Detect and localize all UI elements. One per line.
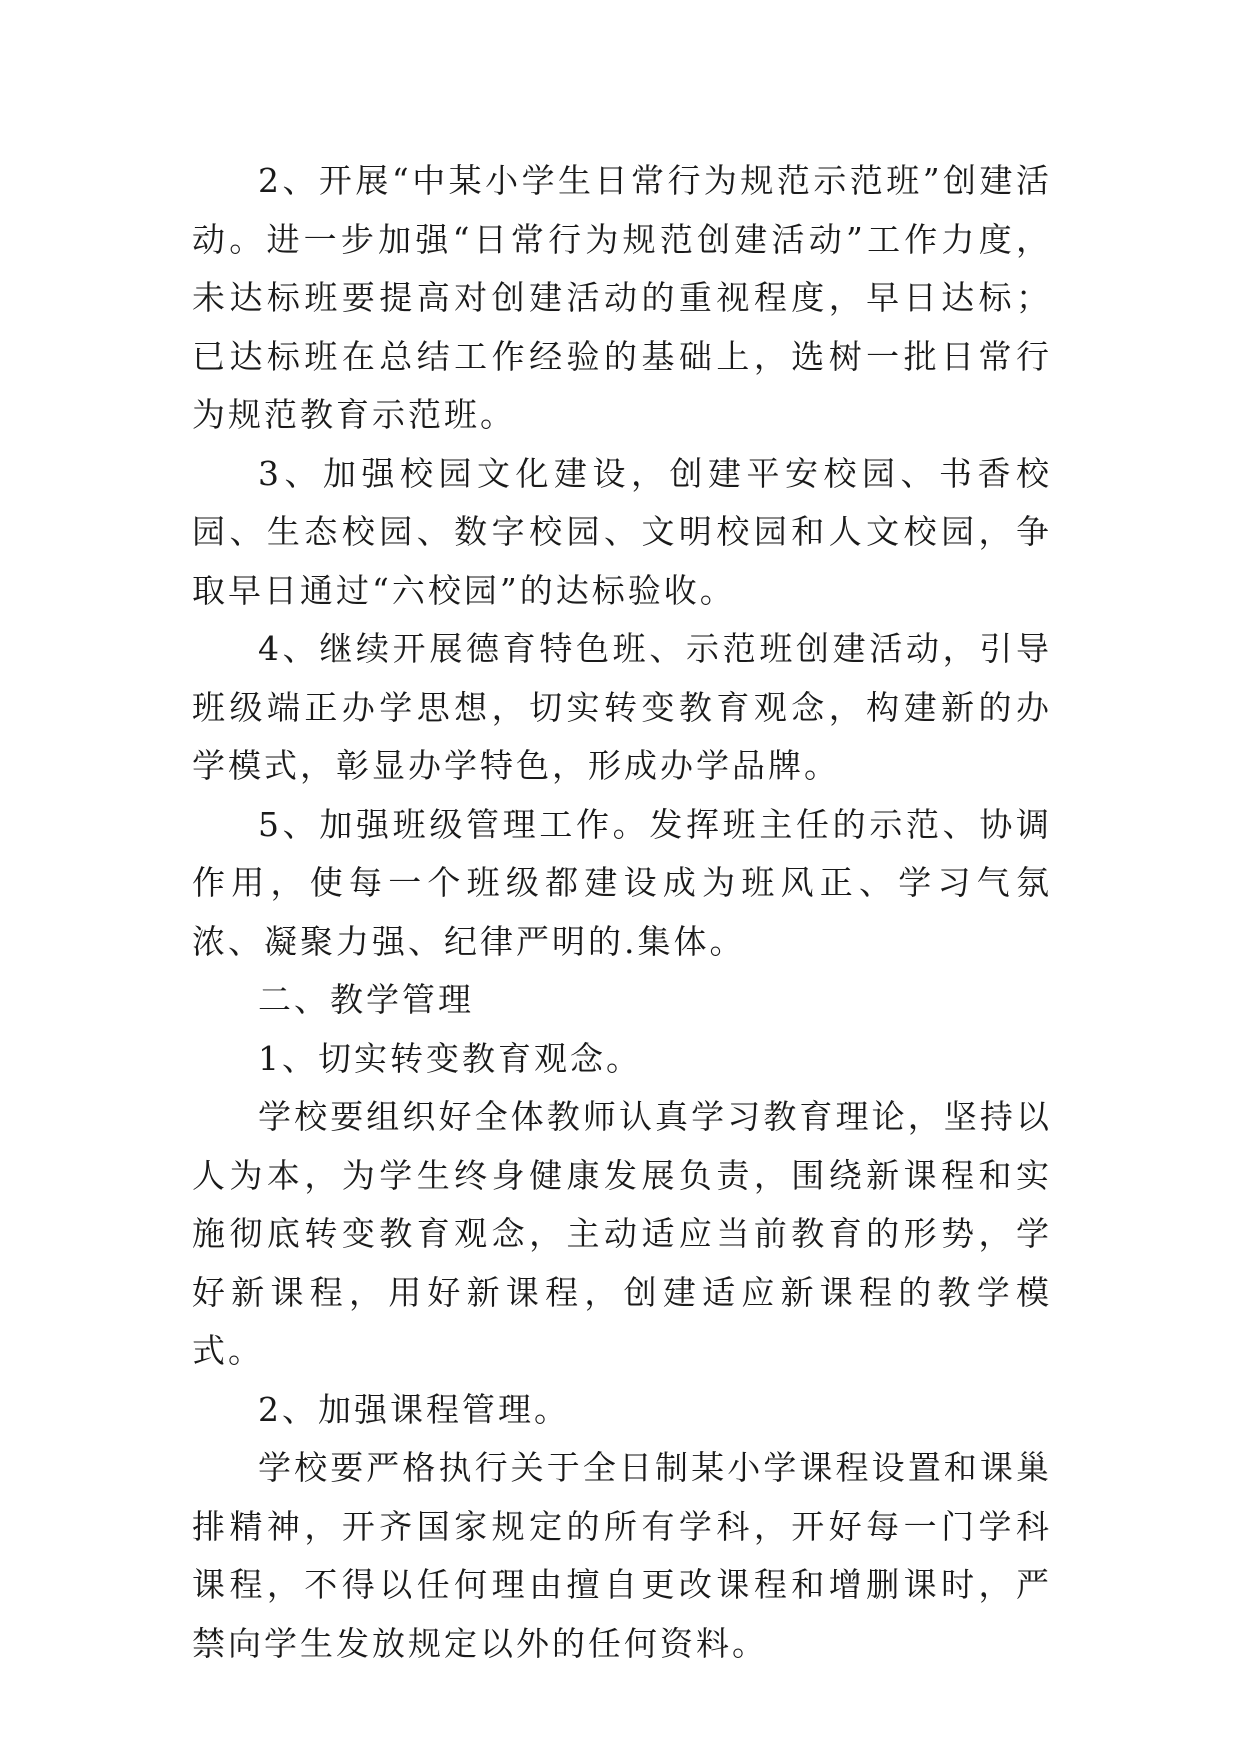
- paragraph-change-concepts: 学校要组织好全体教师认真学习教育理论，坚持以人为本，为学生终身健康发展负责，围绕新课程和实施彻底转变教育观念，主动适应当前教育的形势，学好新课程，用好新课程，创建适应新课程的教学模式。: [192, 1097, 1052, 1370]
- subheading-change-concepts: 1、切实转变教育观念。: [258, 1038, 642, 1078]
- paragraph-item-5: 5、加强班级管理工作。发挥班主任的示范、协调作用，使每一个班级都建设成为班风正、学习气氛浓、凝聚力强、纪律严明的.集体。: [192, 804, 1052, 961]
- section-heading-teaching-management: 二、教学管理: [258, 980, 474, 1019]
- paragraph-item-3: 3、加强校园文化建设，创建平安校园、书香校园、生态校园、数字校园、文明校园和人文校园，争取早日通过“六校园”的达标验收。: [192, 453, 1052, 610]
- paragraph-item-2: 2、开展“中某小学生日常行为规范示范班”创建活动。进一步加强“日常行为规范创建活动”工作力度，未达标班要提高对创建活动的重视程度，早日达标；已达标班在总结工作经验的基础上，选树一批日常行为规范教育示范班。: [192, 161, 1052, 434]
- document-body: [192, 152, 1052, 1673]
- paragraph-item-4: 4、继续开展德育特色班、示范班创建活动，引导班级端正办学思想，切实转变教育观念，构建新的办学模式，彰显办学特色，形成办学品牌。: [192, 629, 1052, 785]
- subheading-course-management: 2、加强课程管理。: [258, 1389, 570, 1429]
- paragraph-course-management: 学校要严格执行关于全日制某小学课程设置和课巢排精神，开齐国家规定的所有学科，开好每一门学科课程，不得以任何理由擅自更改课程和增删课时，严禁向学生发放规定以外的任何资料。: [192, 1448, 1052, 1663]
